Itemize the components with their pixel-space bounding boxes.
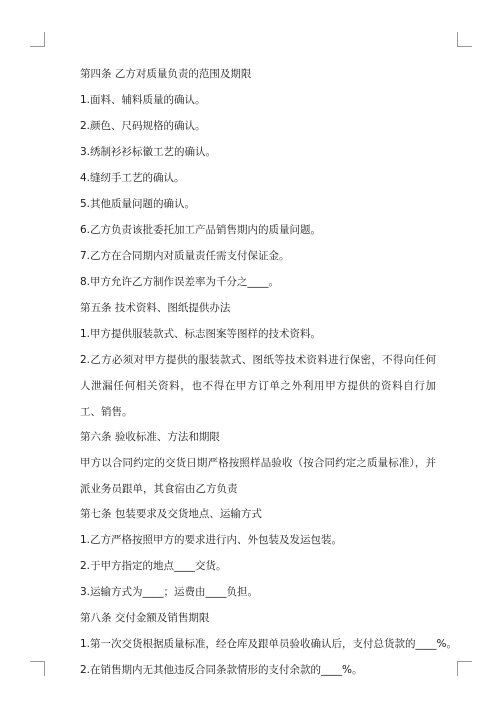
document-body xyxy=(80,68,457,677)
crop-mark-top-left xyxy=(30,32,45,47)
section-heading-4: 第四条 乙方对质量负责的范围及期限 xyxy=(80,68,252,80)
list-item: 2.在销售期内无其他违反合同条款情形的支付余款的____%。 xyxy=(80,664,363,676)
crop-mark-bottom-left xyxy=(30,661,45,676)
list-item: 5.其他质量问题的确认。 xyxy=(80,198,196,210)
crop-mark-top-right xyxy=(457,32,472,47)
list-item: 1.乙方严格按照甲方的要求进行内、外包装及发运包装。 xyxy=(80,534,343,546)
list-item: 2.颜色、尺码规格的确认。 xyxy=(80,120,206,132)
paragraph: 甲方以合同约定的交货日期严格按照样品验收（按合同约定之质量标准），并派业务员跟单，其食宿由乙方负责 xyxy=(80,457,436,495)
list-item: 3.运输方式为____；运费由____负担。 xyxy=(80,586,259,598)
section-heading-8: 第八条 交付金额及销售期限 xyxy=(80,612,210,624)
list-item: 2.于甲方指定的地点____交货。 xyxy=(80,560,227,572)
list-item: 3.绣制衫衫标徽工艺的确认。 xyxy=(80,146,217,158)
list-item: 7.乙方在合同期内对质量责任需支付保证金。 xyxy=(80,250,290,262)
list-item: 8.甲方允许乙方制作误差率为千分之____。 xyxy=(80,276,280,288)
list-item: 4.缝纫手工艺的确认。 xyxy=(80,172,185,184)
crop-mark-bottom-right xyxy=(457,661,472,676)
section-heading-6: 第六条 验收标准、方法和期限 xyxy=(80,431,220,443)
list-item: 1.甲方提供服装款式、标志图案等图样的技术资料。 xyxy=(80,328,322,340)
list-item: 1.面料、辅料质量的确认。 xyxy=(80,94,206,106)
list-item: 2.乙方必须对甲方提供的服装款式、图纸等技术资料进行保密，不得向任何人泄漏任何相关资料，也不得在甲方订单之外利用甲方提供的资料自行加工、销售。 xyxy=(80,354,436,418)
list-item: 1.第一次交货根据质量标准，经仓库及跟单员验收确认后，支付总货款的____%。 xyxy=(80,638,457,650)
list-item: 6.乙方负责该批委托加工产品销售期内的质量问题。 xyxy=(80,224,322,236)
section-heading-5: 第五条 技术资料、图纸提供办法 xyxy=(80,302,231,314)
section-heading-7: 第七条 包装要求及交货地点、运输方式 xyxy=(80,508,262,520)
